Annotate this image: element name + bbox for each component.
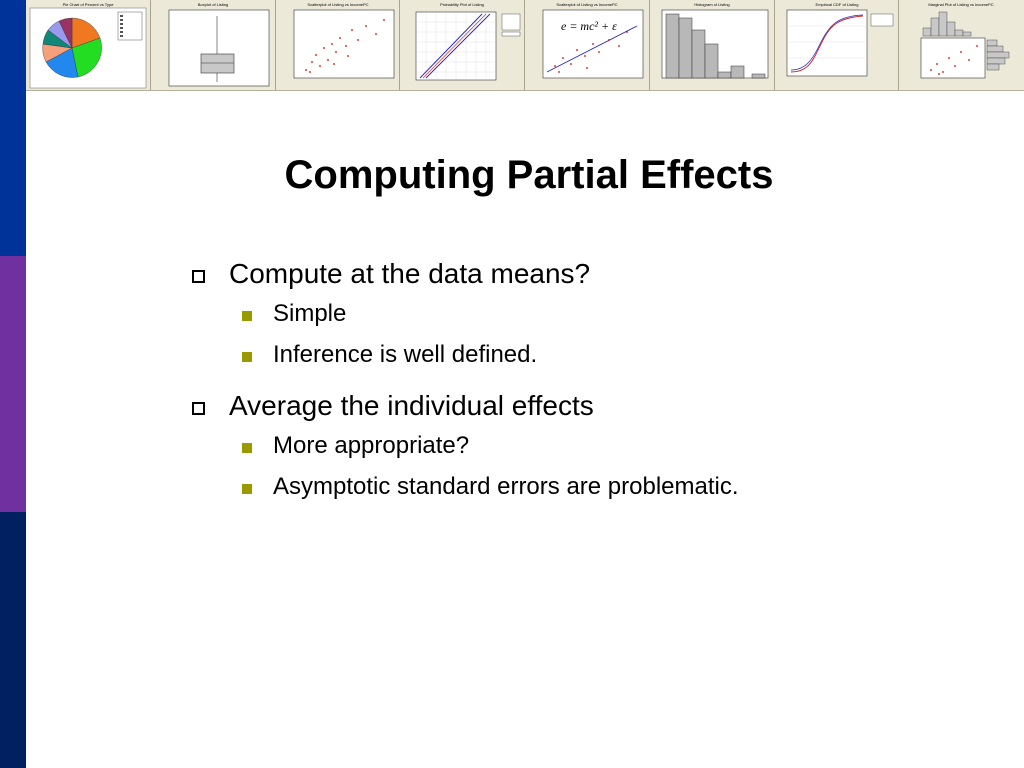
sidebar-band-middle (0, 256, 26, 512)
cdf-graphic (775, 0, 900, 90)
pie-chart-graphic (26, 0, 151, 90)
thumb-title: Scatterplot of Listing vs IncomePC (556, 2, 618, 7)
boxplot-graphic (151, 0, 276, 90)
thumbnail-boxplot (151, 0, 276, 90)
hollow-square-bullet-icon (192, 402, 205, 415)
sub-bullet-item (190, 298, 970, 339)
scatter-fit-graphic (525, 0, 650, 90)
thumbnail-pie-chart (26, 0, 151, 90)
thumbnail-probability-plot (400, 0, 525, 90)
sidebar-band-bottom (0, 512, 26, 768)
square-bullet-icon (242, 352, 252, 362)
bullet-item (190, 384, 970, 430)
thumbnail-scatterplot (276, 0, 401, 90)
thumb-title: Histogram of Listing (694, 2, 730, 7)
bullet-text: Compute at the data means? (229, 258, 591, 289)
square-bullet-icon (242, 484, 252, 494)
hollow-square-bullet-icon (192, 270, 205, 283)
formula-label: e = mc² + ε (561, 19, 617, 33)
thumb-title: Empirical CDF of Listing (815, 2, 858, 7)
probability-plot-graphic (400, 0, 525, 90)
sub-bullet-text: Simple (273, 300, 347, 327)
sub-bullet-item (190, 471, 970, 512)
sidebar-band-top (0, 0, 26, 256)
chart-thumbnail-banner (26, 0, 1024, 91)
thumb-title: Pie Chart of Percent vs Type (62, 2, 114, 7)
slide-title: Computing Partial Effects (284, 153, 774, 197)
sub-bullet-item (190, 339, 970, 380)
pie-slices (43, 18, 102, 78)
bullet-item (190, 252, 970, 298)
square-bullet-icon (242, 443, 252, 453)
bullet-text: Average the individual effects (229, 390, 594, 421)
thumb-title: Boxplot of Listing (197, 2, 228, 7)
thumb-title: Probability Plot of Listing (440, 2, 485, 7)
thumbnail-histogram (650, 0, 775, 90)
sub-bullet-text: Inference is well defined. (273, 341, 538, 368)
sub-bullet-text: Asymptotic standard errors are problematic. (273, 473, 739, 500)
histogram-graphic (650, 0, 775, 90)
marginal-plot-graphic (899, 0, 1022, 90)
thumb-title: Marginal Plot of Listing vs IncomePC (928, 2, 994, 7)
bullet-list (190, 252, 970, 512)
thumbnail-empirical-cdf (775, 0, 900, 90)
sub-bullet-item (190, 430, 970, 471)
square-bullet-icon (242, 311, 252, 321)
thumbnail-marginal-plot (899, 0, 1024, 90)
thumbnail-scatter-fit (525, 0, 650, 90)
thumb-title: Scatterplot of Listing vs IncomePC (306, 2, 369, 7)
sub-bullet-text: More appropriate? (273, 432, 470, 459)
scatterplot-graphic (276, 0, 401, 90)
